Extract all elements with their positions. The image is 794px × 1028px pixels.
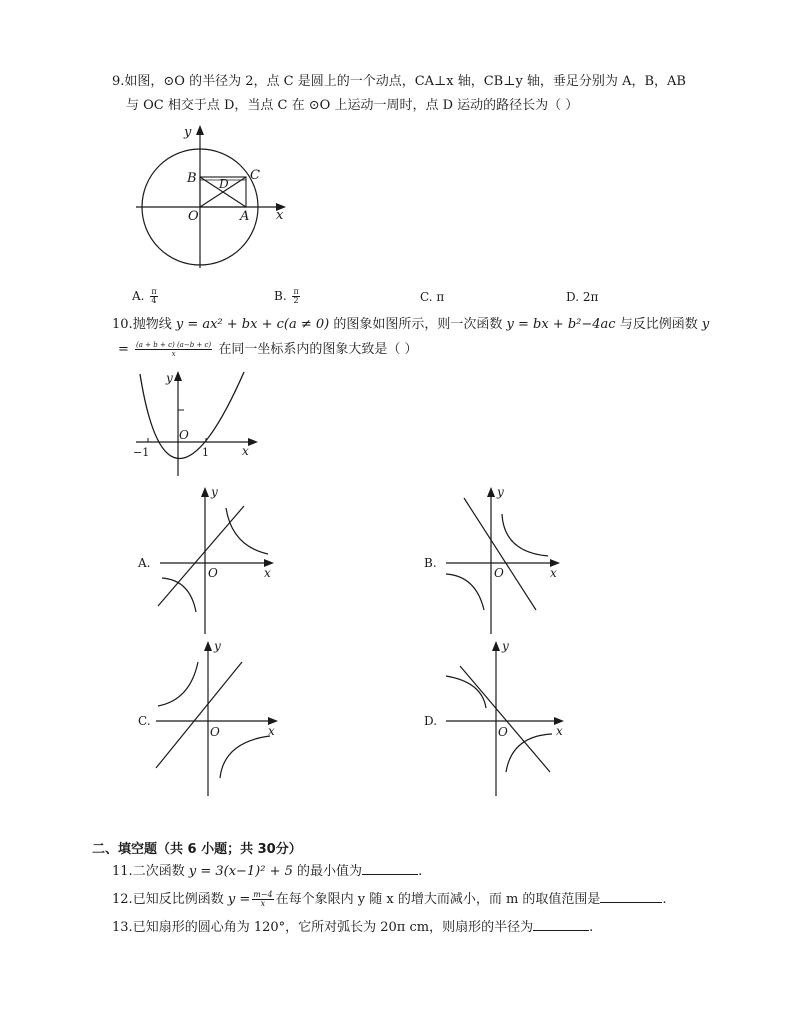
- label-c: C: [250, 168, 260, 183]
- q9-circle-figure: [128, 120, 298, 280]
- q10-line2: = $\frac{(a + b + c) (a-b + c)}{x}$ 在同一坐标系内的图象大致是（ ）: [118, 341, 418, 358]
- label-b: B: [187, 171, 197, 186]
- q10-option-c-graph[interactable]: [150, 638, 285, 798]
- y-axis-arrow-icon: [492, 641, 500, 651]
- parabola-curve: [140, 372, 244, 459]
- linear-line: [464, 498, 536, 610]
- svg-text:y: y: [214, 639, 221, 653]
- label-a: A: [240, 209, 250, 224]
- q9-text-line2: 与 OC 相交于点 D，当点 C 在 ⊙O 上运动一周时，点 D 运动的路径长为（ ）: [126, 98, 579, 113]
- option-value: 2π: [582, 290, 599, 304]
- q10-option-b-letter: B.: [424, 556, 437, 570]
- svg-text:y: y: [497, 485, 504, 499]
- svg-text:O: O: [208, 566, 218, 580]
- q10-eq2: y = bx + b²−4ac: [506, 317, 616, 332]
- q10-fraction: $\frac{(a + b + c) (a-b + c)}{x}$: [136, 341, 212, 358]
- q9-option-b[interactable]: [274, 288, 302, 305]
- svg-text:x: x: [264, 566, 271, 580]
- svg-text:x: x: [268, 724, 275, 738]
- q10-line1: 10.抛物线 y = ax² + bx + c(a ≠ 0) 的图象如图所示，则一次函数 y = bx + b²−4ac 与反比例函数 y: [112, 317, 710, 332]
- q10-option-a-letter: A.: [138, 556, 151, 570]
- hyperbola-q2: [446, 676, 486, 708]
- svg-text:x: x: [550, 566, 557, 580]
- q12-fraction: $\frac{m-4}{x}$: [253, 890, 273, 908]
- linear-line: [158, 506, 244, 606]
- option-letter: C.: [420, 290, 433, 304]
- q12-line: 12.已知反比例函数 y = $\frac{m-4}{x}$ 在每个象限内 y 随 x 的增大而减小，而 m 的取值范围是 .: [112, 890, 667, 908]
- q13-answer-blank[interactable]: [533, 918, 589, 931]
- svg-text:O: O: [494, 566, 504, 580]
- q10-number: 10.: [112, 317, 133, 332]
- linear-line: [460, 666, 550, 772]
- section-2-title: 二、填空题（共 6 小题；共 30分）: [92, 842, 302, 857]
- q9-text-line1: 如图，⊙O 的半径为 2，点 C 是圆上的一个动点，CA⊥x 轴，CB⊥y 轴，垂足分别为 A，B，AB: [124, 74, 686, 89]
- svg-text:y: y: [211, 485, 218, 499]
- option-letter: B.: [274, 289, 287, 303]
- y-axis-arrow-icon: [174, 371, 182, 381]
- option-fraction: $\frac{\pi}{2}$: [293, 287, 299, 305]
- hyperbola-q4: [220, 736, 270, 778]
- y-axis-arrow-icon: [196, 125, 204, 135]
- q11-line: 11.二次函数 y = 3(x−1)² + 5 的最小值为 .: [112, 864, 423, 879]
- q10-option-b-graph[interactable]: [436, 484, 566, 636]
- option-letter: D.: [566, 290, 580, 304]
- label-1: 1: [202, 446, 209, 459]
- label-x: x: [242, 444, 249, 458]
- q10-option-c-letter: C.: [138, 714, 151, 728]
- q9-option-a[interactable]: [132, 288, 160, 305]
- q10-option-a-graph[interactable]: [150, 484, 280, 636]
- y-axis-arrow-icon: [201, 487, 209, 497]
- label-o: O: [179, 428, 189, 442]
- svg-text:y: y: [502, 639, 509, 653]
- hyperbola-q2: [158, 662, 198, 706]
- q9-number: 9.: [112, 74, 125, 89]
- svg-text:O: O: [210, 725, 220, 739]
- q10-eq1: y = ax² + bx + c(a ≠ 0): [175, 317, 330, 332]
- y-axis-arrow-icon: [204, 641, 212, 651]
- q10-option-d-graph[interactable]: [436, 638, 571, 798]
- q9-line2: [126, 98, 578, 114]
- q11-eq: y = 3(x−1)² + 5: [188, 864, 293, 879]
- q11-answer-blank[interactable]: [362, 862, 418, 875]
- option-fraction: $\frac{\pi}{4}$: [151, 287, 157, 305]
- label-x: x: [276, 208, 284, 223]
- q9-option-d[interactable]: [566, 290, 598, 304]
- x-axis-arrow-icon: [248, 438, 258, 446]
- label-y: y: [166, 371, 173, 385]
- option-letter: A.: [132, 289, 145, 303]
- q9-line1: [112, 74, 686, 90]
- option-value: π: [436, 290, 445, 304]
- linear-line: [156, 662, 242, 768]
- svg-text:x: x: [556, 724, 563, 738]
- label-o: O: [188, 209, 199, 224]
- q10-parabola-figure: [128, 368, 263, 480]
- hyperbola-q1: [226, 508, 268, 554]
- q13-line: 13.已知扇形的圆心角为 120°，它所对弧长为 20π cm，则扇形的半径为 .: [112, 920, 594, 935]
- q10-option-d-letter: D.: [424, 714, 438, 728]
- label-y: y: [184, 125, 192, 140]
- q9-option-c[interactable]: [420, 290, 444, 304]
- label-d: D: [219, 177, 229, 191]
- hyperbola-q3: [446, 574, 484, 610]
- y-axis-arrow-icon: [487, 487, 495, 497]
- q12-answer-blank[interactable]: [600, 890, 662, 903]
- label-neg1: −1: [133, 446, 150, 459]
- hyperbola-q1: [502, 514, 548, 556]
- svg-text:O: O: [498, 725, 508, 739]
